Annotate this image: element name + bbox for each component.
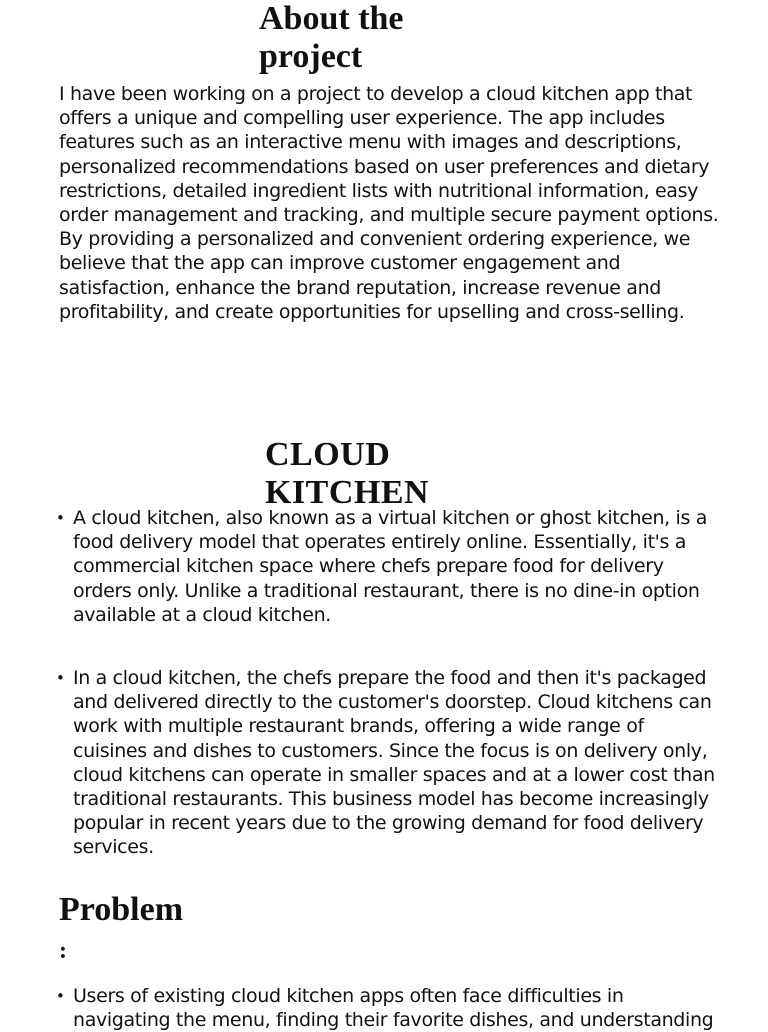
- bullet-dot-icon: •: [56, 669, 65, 687]
- cloud-kitchen-bullet-definition: [56, 506, 716, 627]
- problem-section-title: Problem: [59, 891, 184, 928]
- cloud-kitchen-bullet-operations: [56, 666, 716, 860]
- bullet-dot-icon: •: [56, 509, 65, 527]
- bullet-text: A cloud kitchen, also known as a virtual kitchen or ghost kitchen, is a food delivery model that operates entirely online. Essentially, it's a commercial kitchen space where chefs prepare food for delivery orders only. Unlike a traditional restaurant, there is no dine-in option available at a cloud kitchen.: [73, 507, 708, 626]
- bullet-text: In a cloud kitchen, the chefs prepare the food and then it's packaged and delivered directly to the customer's doorstep. Cloud kitchens can work with multiple restaurant brands, offering a wide range of cuisines and dishes to customers. Since the focus is on delivery only, cloud kitchens can operate in smaller spaces and at a lower cost than traditional restaurants. This business model has become increasingly popular in recent years due to the growing demand for food delivery services.: [73, 667, 715, 859]
- about-section-title: About the project: [259, 0, 404, 75]
- bullet-dot-icon: •: [56, 987, 65, 1005]
- about-paragraph: I have been working on a project to develop a cloud kitchen app that offers a unique and compelling user experience. The app includes features such as an interactive menu with images and descriptions, personalized recommendations based on user preferences and dietary restrictions, detailed ingredient lists with nutritional information, easy order management and tracking, and multiple secure payment options. By providing a personalized and convenient ordering experience, we believe that the app can improve customer engagement and satisfaction, enhance the brand reputation, increase revenue and profitability, and create opportunities for upselling and cross-selling.: [59, 83, 719, 323]
- bullet-text: Users of existing cloud kitchen apps often face difficulties in navigating the menu, finding their favorite dishes, and understanding: [73, 985, 714, 1032]
- cloud-kitchen-title: CLOUD KITCHEN: [265, 436, 430, 511]
- problem-bullet-navigation: [56, 984, 716, 1032]
- problem-title-colon: :: [59, 938, 67, 964]
